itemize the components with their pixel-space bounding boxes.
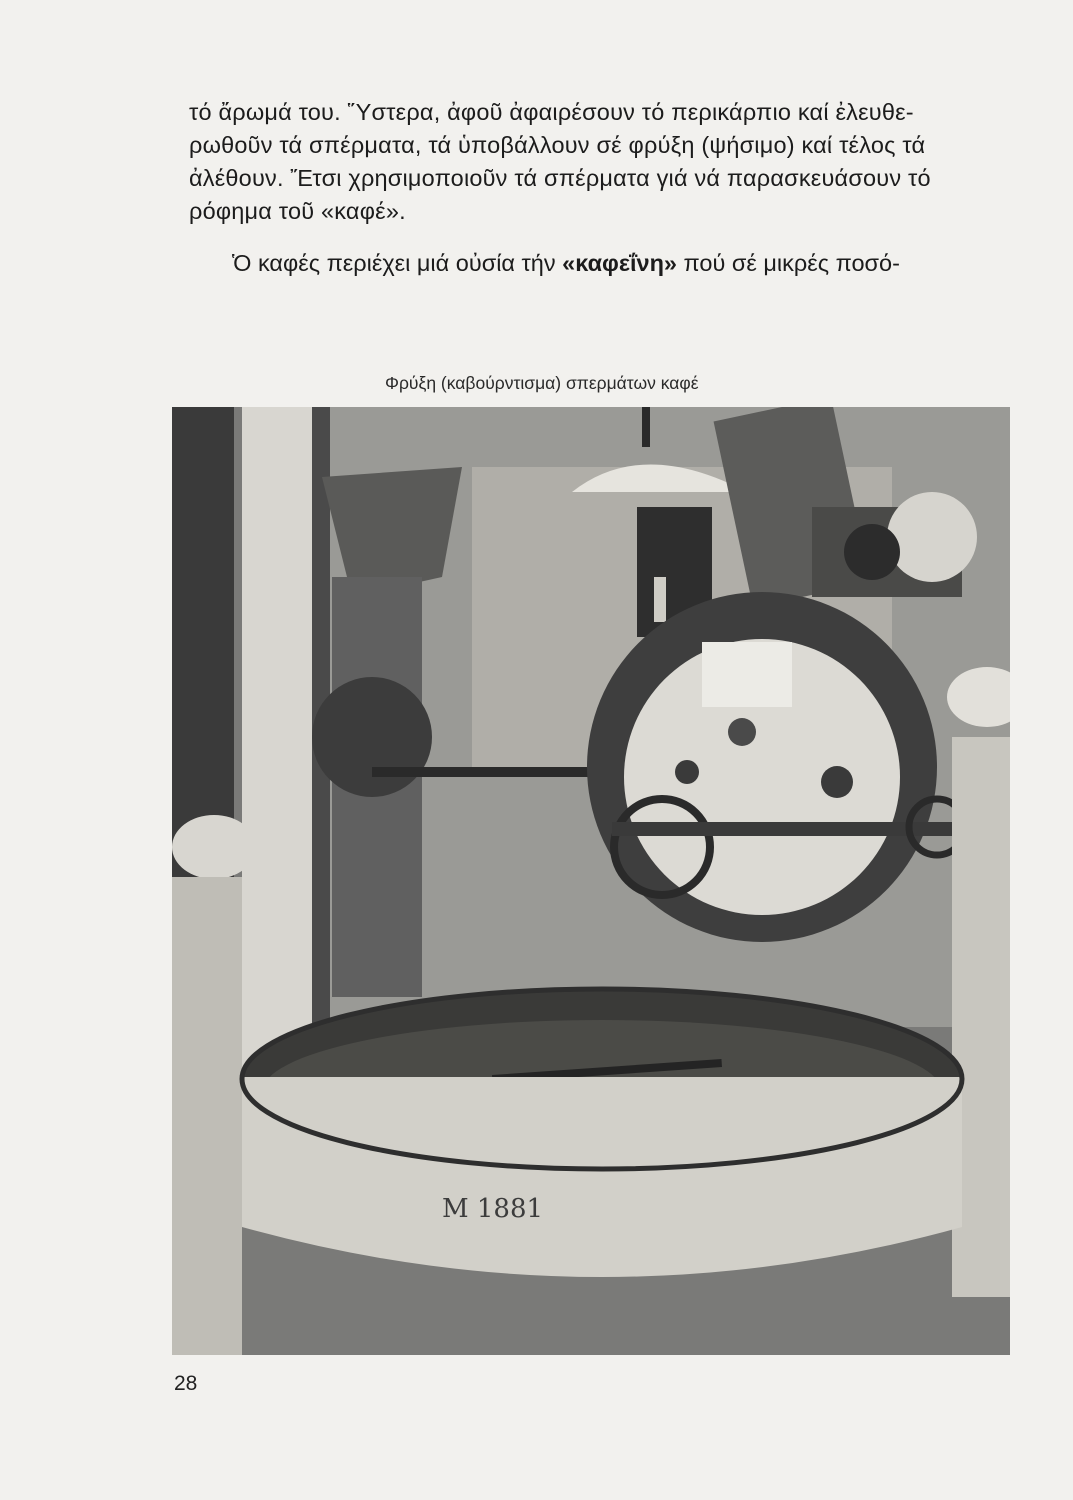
text-line: ἀλέθουν. Ἔτσι χρησιμοποιοῦν τά σπέρματα γιά νά παρασκευάσουν τό bbox=[189, 165, 931, 191]
paragraph-2-text: Ὁ καφές περιέχει μιά οὐσία τήν bbox=[232, 250, 563, 276]
page-number: 28 bbox=[174, 1372, 198, 1395]
figure-caption: Φρύξη (καβούρντισμα) σπερμάτων καφέ bbox=[385, 373, 699, 393]
body-paragraph-2 bbox=[232, 250, 900, 277]
text-line: ρωθοῦν τά σπέρματα, τά ὑποβάλλουν σέ φρύξη (ψήσιμο) καί τέλος τά bbox=[189, 132, 926, 158]
text-line: τό ἄρωμά του. Ὕστερα, ἀφοῦ ἀφαιρέσουν τό περικάρπιο καί ἐλευθε- bbox=[189, 99, 914, 125]
drum-marking-text: M 1881 bbox=[442, 1194, 544, 1224]
text-line: ρόφημα τοῦ «καφέ». bbox=[189, 198, 406, 224]
caffeine-term: «καφεΐνη» bbox=[562, 250, 677, 276]
coffee-roasting-photo bbox=[172, 407, 1010, 1355]
paragraph-2-continuation: πού σέ μικρές ποσό- bbox=[677, 250, 900, 276]
body-paragraph-1 bbox=[189, 96, 1007, 228]
